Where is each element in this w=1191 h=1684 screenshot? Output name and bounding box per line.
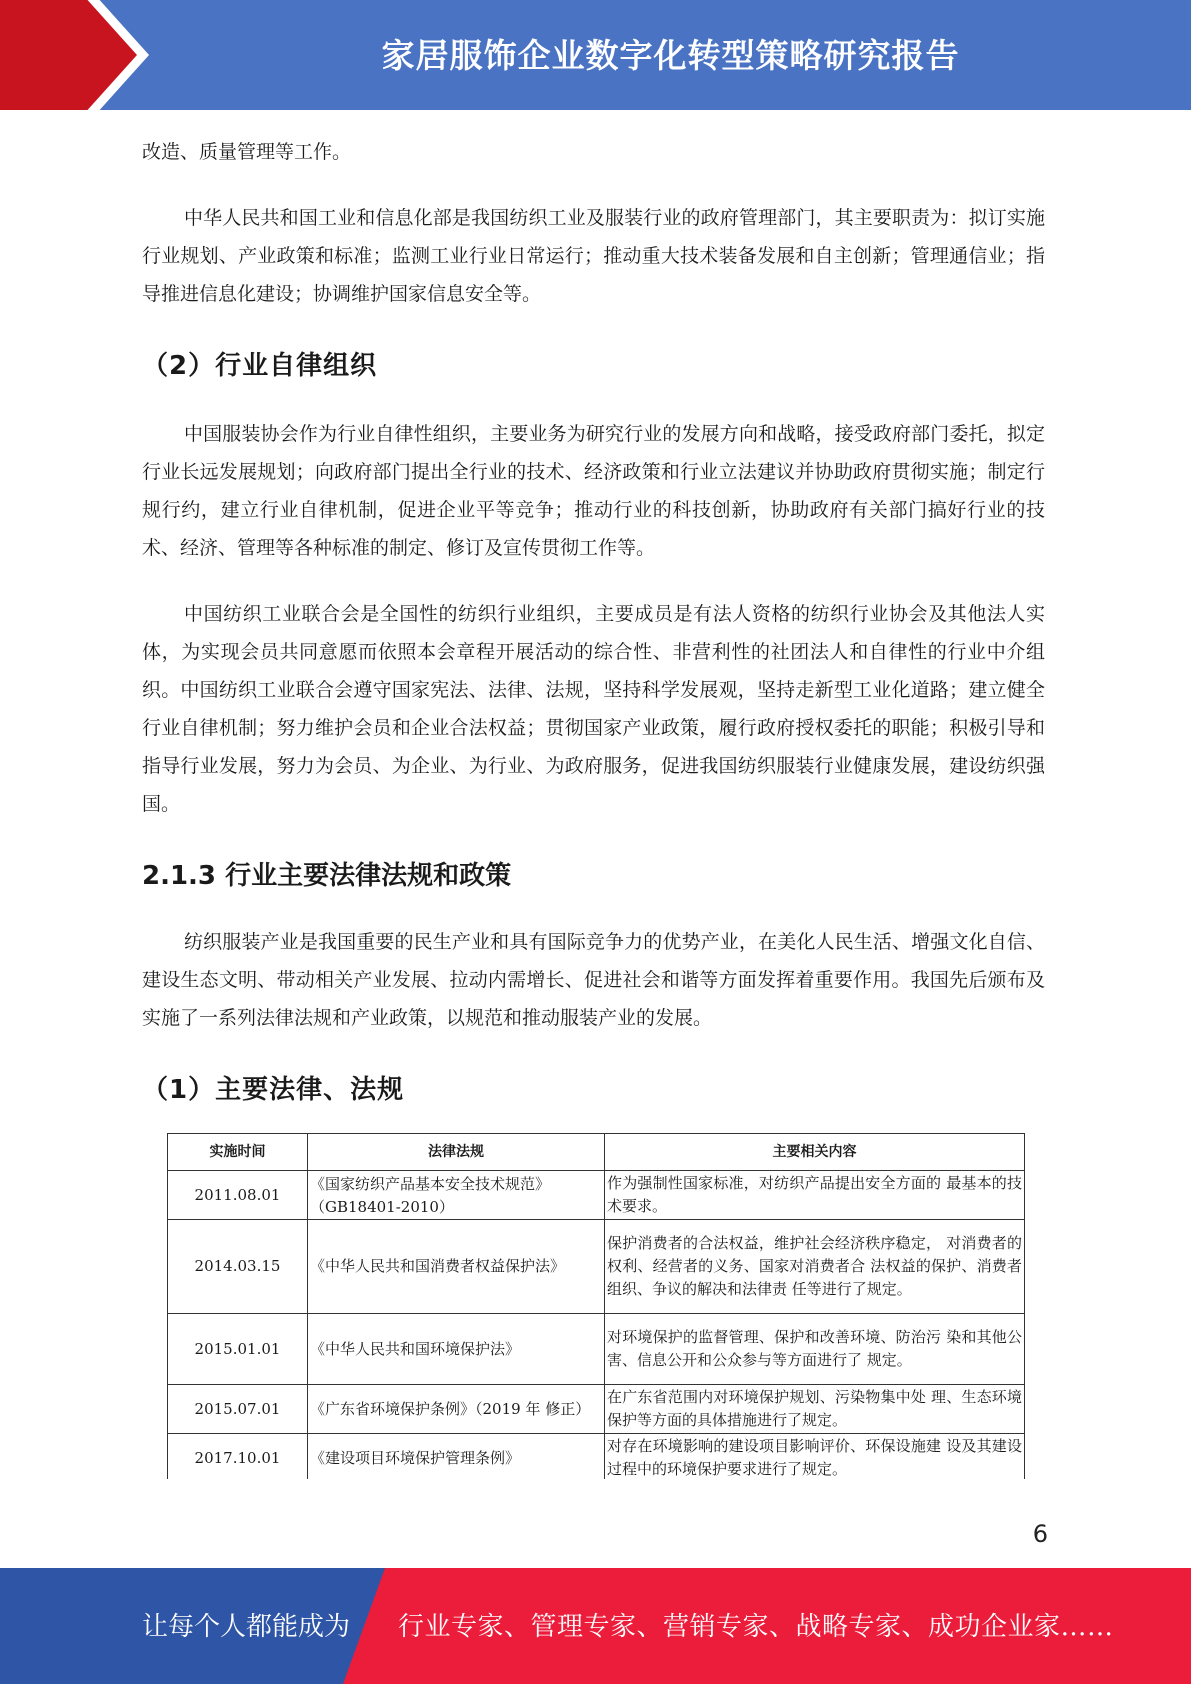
page-footer xyxy=(0,1568,1191,1684)
table-row xyxy=(168,1220,1025,1314)
cell-date: 2011.08.01 xyxy=(168,1171,308,1220)
page-content xyxy=(142,133,1045,1479)
cell-law-text: 《国家纺织产品基本安全技术规范》（GB18401-2010） xyxy=(310,1175,551,1216)
table-row xyxy=(168,1314,1025,1385)
cell-law: 《中华人民共和国消费者权益保护法》 xyxy=(308,1220,605,1314)
paragraph-miit: 中华人民共和国工业和信息化部是我国纺织工业及服装行业的政府管理部门，其主要职责为：拟订实施行业规划、产业政策和标准；监测工业行业日常运行；推动重大技术装备发展和自主创新；管理通信业；指导推进信息化建设；协调维护国家信息安全等。 xyxy=(142,207,1045,305)
cell-date: 2015.07.01 xyxy=(168,1385,308,1434)
column-header-content: 主要相关内容 xyxy=(605,1134,1025,1171)
page-header xyxy=(0,0,1191,110)
cell-content: 保护消费者的合法权益，维护社会经济秩序稳定， 对消费者的权利、经营者的义务、国家对消费者合 法权益的保护、消费者组织、争议的解决和法律责 任等进行了规定。 xyxy=(605,1220,1025,1314)
cell-date: 2015.01.01 xyxy=(168,1314,308,1385)
paragraph-continuation: 改造、质量管理等工作。 xyxy=(142,141,352,163)
column-header-law: 法律法规 xyxy=(308,1134,605,1171)
cell-date: 2017.10.01 xyxy=(168,1434,308,1480)
footer-slogan-right: 行业专家、管理专家、营销专家、战略专家、成功企业家…… xyxy=(398,1612,1114,1642)
report-title: 家居服饰企业数字化转型策略研究报告 xyxy=(381,36,960,75)
cell-law xyxy=(308,1171,605,1220)
cell-content: 对存在环境影响的建设项目影响评价、环保设施建 设及其建设过程中的环境保护要求进行了规定。 xyxy=(605,1434,1025,1480)
paragraph-textile-federation: 中国纺织工业联合会是全国性的纺织行业组织，主要成员是有法人资格的纺织行业协会及其他法人实体，为实现会员共同意愿而依照本会章程开展活动的综合性、非营利性的社团法人和自律性的行业中介组织。中国纺织工业联合会遵守国家宪法、法律、法规，坚持科学发展观，坚持走新型工业化道路；建立健全行业自律机制；努力维护会员和企业合法权益；贯彻国家产业政策，履行政府授权委托的职能；积极引导和指导行业发展，努力为会员、为企业、为行业、为政府服务，促进我国纺织服装行业健康发展，建设纺织强国。 xyxy=(142,603,1045,815)
table-row xyxy=(168,1385,1025,1434)
cell-content: 作为强制性国家标准，对纺织产品提出安全方面的 最基本的技术要求。 xyxy=(605,1171,1025,1220)
table-row xyxy=(168,1171,1025,1220)
cell-date: 2014.03.15 xyxy=(168,1220,308,1314)
laws-table xyxy=(167,1133,1025,1479)
header-chevron-icon xyxy=(0,0,160,110)
cell-law: 《建设项目环境保护管理条例》 xyxy=(308,1434,605,1480)
paragraph-industry-overview: 纺织服装产业是我国重要的民生产业和具有国际竞争力的优势产业，在美化人民生活、增强文化自信、建设生态文明、带动相关产业发展、拉动内需增长、促进社会和谐等方面发挥着重要作用。我国先后颁布及实施了一系列法律法规和产业政策，以规范和推动服装产业的发展。 xyxy=(142,931,1045,1029)
heading-main-laws: （1）主要法律、法规 xyxy=(142,1075,405,1105)
cell-content: 在广东省范围内对环境保护规划、污染物集中处 理、生态环境保护等方面的具体措施进行了规定。 xyxy=(605,1385,1025,1434)
cell-content: 对环境保护的监督管理、保护和改善环境、防治污 染和其他公害、信息公开和公众参与等方面进行了 规定。 xyxy=(605,1314,1025,1385)
table-header-row xyxy=(168,1134,1025,1171)
cell-law: 《广东省环境保护条例》（2019 年 修正） xyxy=(308,1385,605,1434)
cell-law: 《中华人民共和国环境保护法》 xyxy=(308,1314,605,1385)
page-number: 6 xyxy=(1032,1520,1048,1548)
laws-table-container xyxy=(142,1133,1045,1479)
footer-slogan-left: 让每个人都能成为 xyxy=(142,1612,351,1642)
section-heading-laws-policies: 2.1.3 行业主要法律法规和政策 xyxy=(142,861,512,891)
column-header-date: 实施时间 xyxy=(168,1134,308,1171)
table-row xyxy=(168,1434,1025,1480)
heading-self-regulatory-orgs: （2）行业自律组织 xyxy=(142,351,378,381)
paragraph-garment-association: 中国服装协会作为行业自律性组织，主要业务为研究行业的发展方向和战略，接受政府部门委托，拟定行业长远发展规划；向政府部门提出全行业的技术、经济政策和行业立法建议并协助政府贯彻实施；制定行规行约，建立行业自律机制，促进企业平等竞争；推动行业的科技创新，协助政府有关部门搞好行业的技术、经济、管理等各种标准的制定、修订及宣传贯彻工作等。 xyxy=(142,423,1045,559)
